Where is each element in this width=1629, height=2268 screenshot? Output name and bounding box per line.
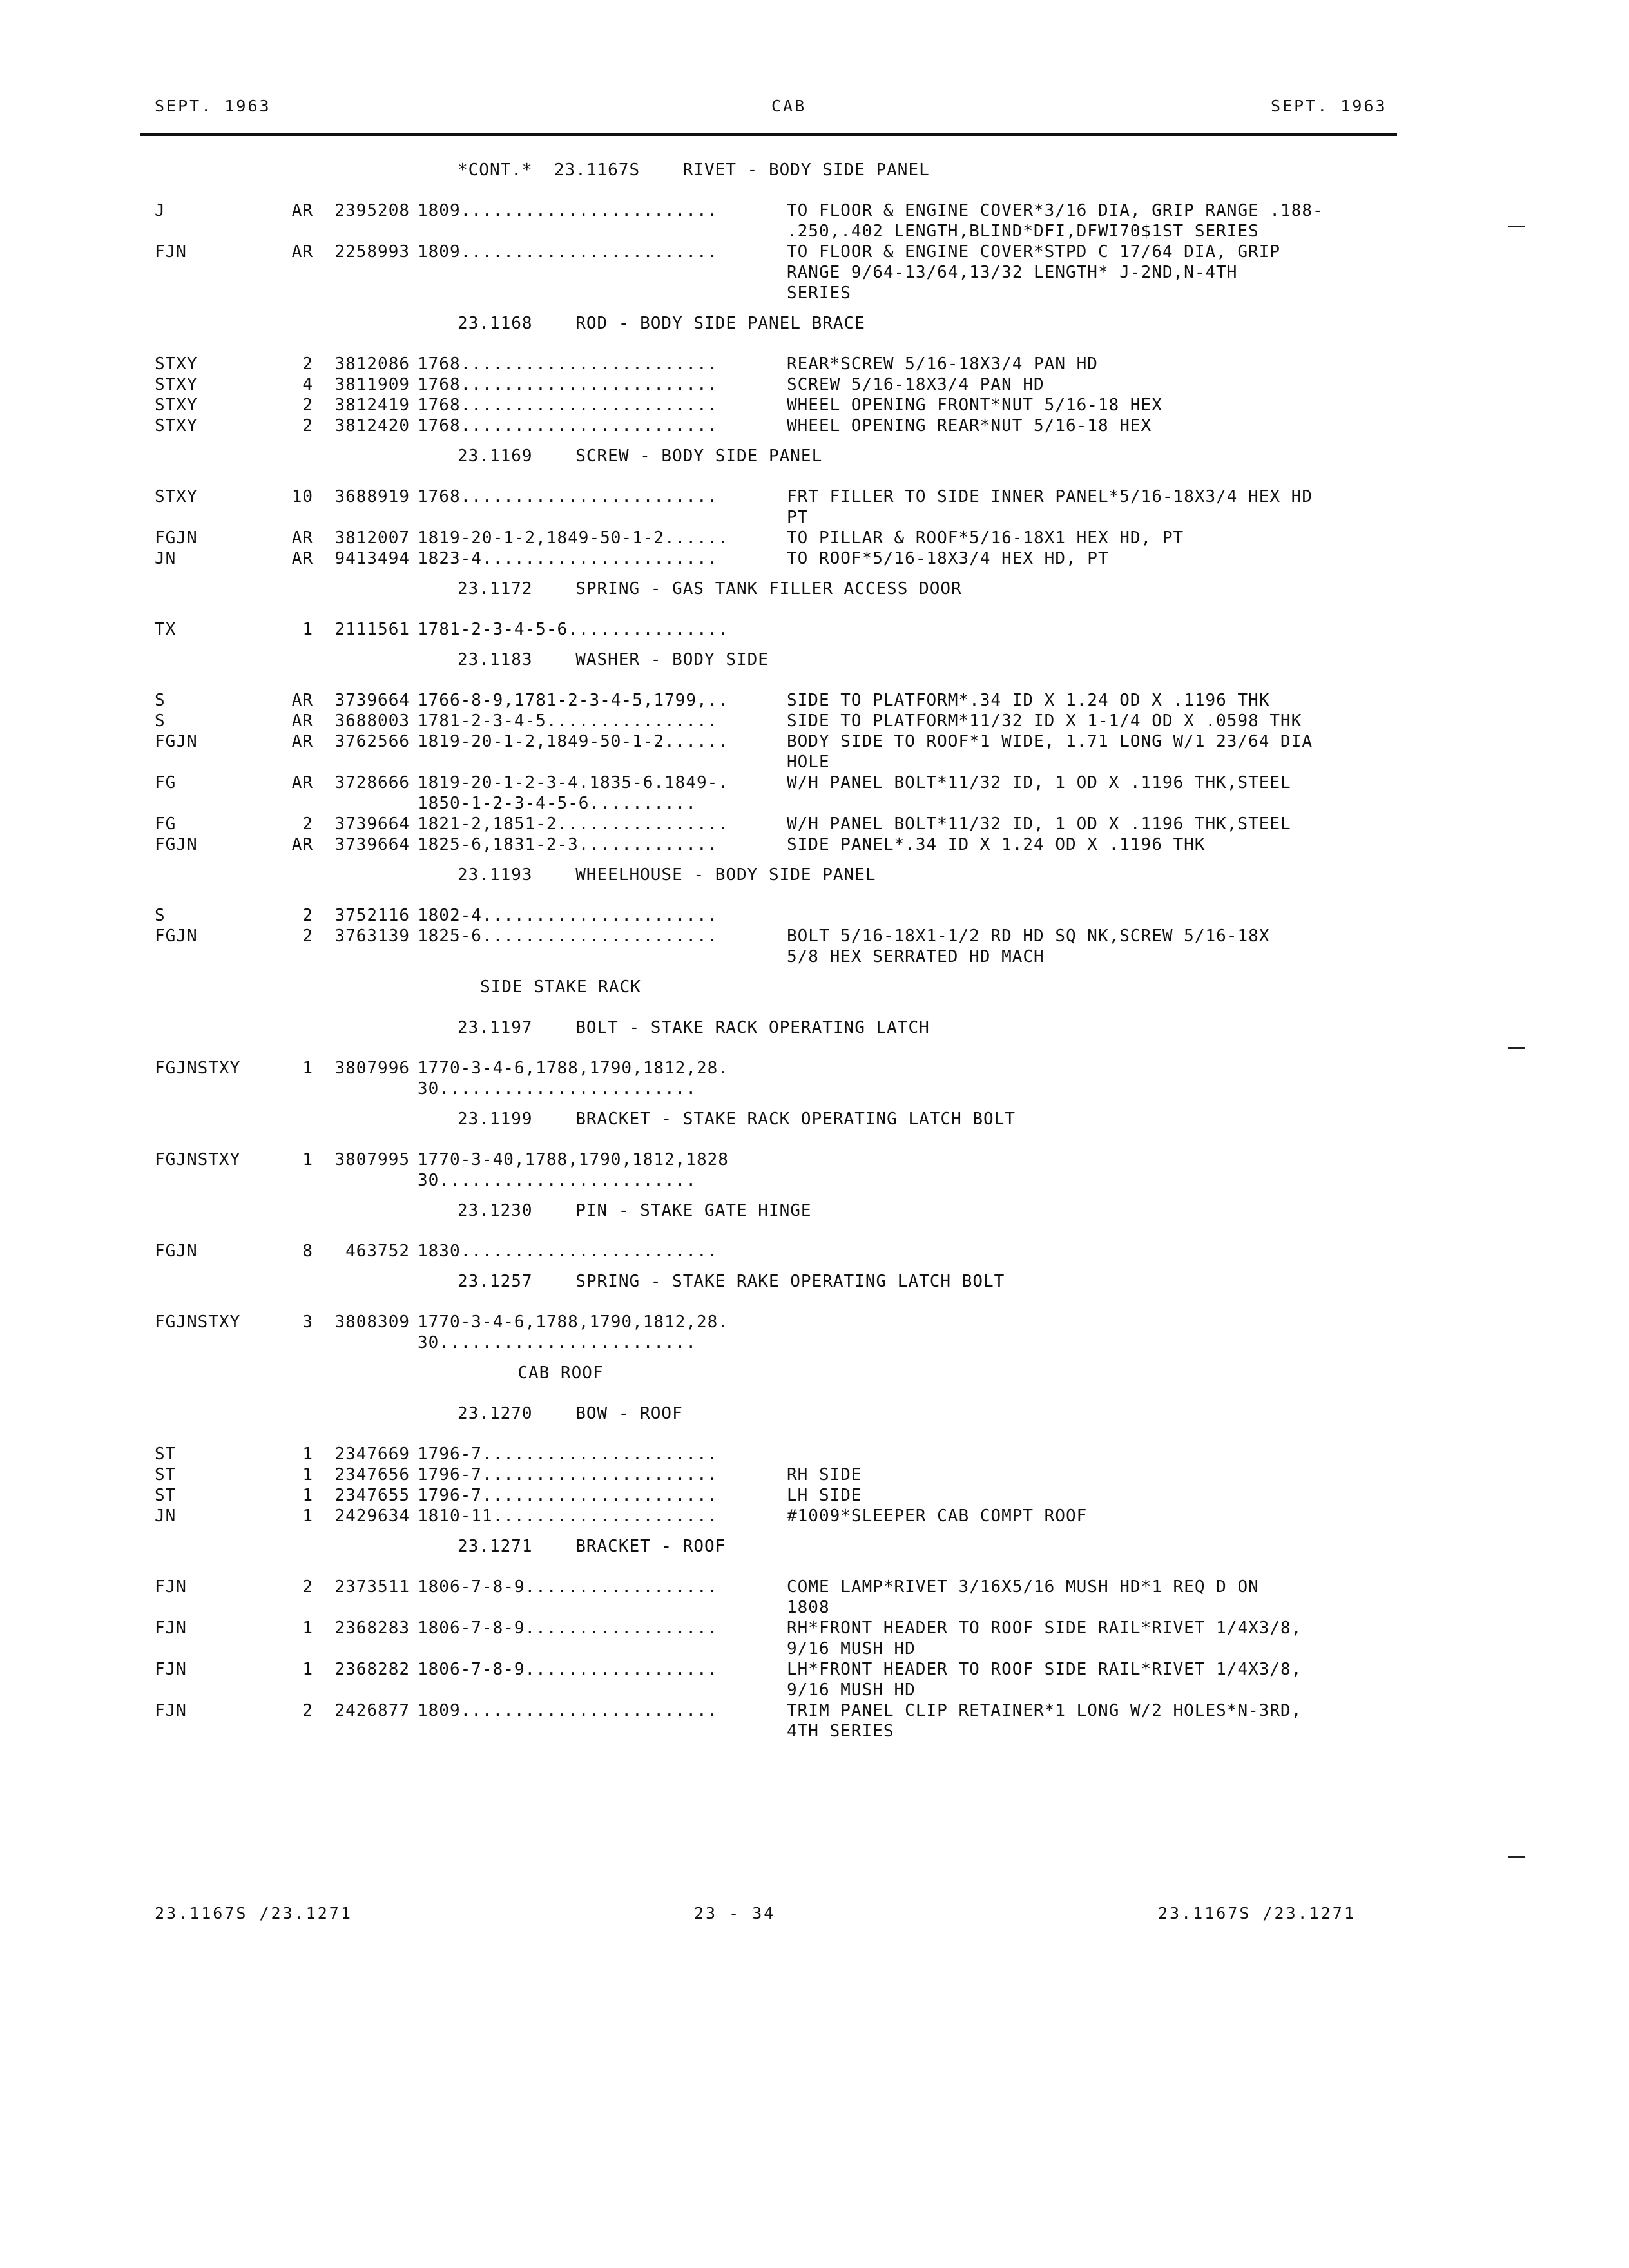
description [774, 1506, 1411, 1526]
applicability [410, 395, 774, 416]
header-rule [140, 133, 1397, 136]
description-line: LH SIDE [787, 1486, 862, 1505]
part-number: 3763139 [334, 927, 410, 946]
footer-range-left: 23.1167S /23.1271 [155, 1904, 352, 1923]
applicability-line: 1770-3-4-6,1788,1790,1812,28. [418, 1059, 729, 1078]
quantity: 1 [302, 1059, 313, 1078]
description [774, 528, 1411, 548]
model-codes: JN [155, 549, 177, 568]
description [774, 690, 1411, 711]
part-row [155, 834, 1411, 855]
part-row [155, 619, 1411, 640]
section-heading [458, 579, 1411, 599]
applicability [410, 1312, 774, 1353]
applicability-line: 30........................ [418, 1171, 697, 1190]
part-number: 2347656 [334, 1465, 410, 1485]
description-line: REAR*SCREW 5/16-18X3/4 PAN HD [787, 354, 1098, 374]
applicability-line: 1819-20-1-2,1849-50-1-2...... [418, 528, 729, 548]
footer-range-right: 23.1167S /23.1271 [1158, 1904, 1356, 1923]
section-title-text: ROD - BODY SIDE PANEL BRACE [575, 314, 865, 333]
applicability-line: 1781-2-3-4-5................ [418, 711, 718, 731]
description [774, 926, 1411, 967]
section-heading [458, 865, 1411, 885]
applicability [410, 1444, 774, 1465]
part-number: 3728666 [334, 773, 410, 793]
description [774, 1485, 1411, 1506]
applicability [410, 711, 774, 731]
section-code: 23.1168 [458, 314, 533, 333]
applicability-line: 1768........................ [418, 416, 718, 436]
part-number: 2426877 [334, 1701, 410, 1720]
model-codes: FJN [155, 1577, 187, 1597]
part-row [155, 486, 1411, 528]
applicability-line: 1768........................ [418, 375, 718, 394]
quantity: AR [291, 773, 313, 793]
model-codes: FGJNSTXY [155, 1150, 241, 1169]
model-codes: FJN [155, 242, 187, 262]
part-row [155, 1149, 1411, 1191]
description-line: 9/16 MUSH HD [787, 1680, 916, 1700]
description-line: TO FLOOR & ENGINE COVER*3/16 DIA, GRIP RANGE .188- [787, 201, 1324, 220]
applicability [410, 834, 774, 855]
section-title-text: SCREW - BODY SIDE PANEL [575, 447, 823, 466]
description-line: WHEEL OPENING FRONT*NUT 5/16-18 HEX [787, 396, 1162, 415]
description-line: TO FLOOR & ENGINE COVER*STPD C 17/64 DIA, GRIP [787, 242, 1281, 262]
section-heading [458, 1017, 1411, 1038]
quantity: AR [291, 528, 313, 548]
quantity: 1 [302, 1506, 313, 1526]
quantity: 2 [302, 416, 313, 436]
description-line: SIDE PANEL*.34 ID X 1.24 OD X .1196 THK [787, 835, 1206, 854]
part-number: 3812086 [334, 354, 410, 374]
applicability-line: 1806-7-8-9.................. [418, 1577, 718, 1597]
section-code: *CONT.* 23.1167S [458, 160, 641, 180]
model-codes: ST [155, 1486, 177, 1505]
description-line: .250,.402 LENGTH,BLIND*DFI,DFWI70$1ST SERIES [787, 222, 1259, 241]
part-row [155, 1241, 1411, 1262]
part-row [155, 1312, 1411, 1353]
part-number: 3688919 [334, 487, 410, 506]
description-line: FRT FILLER TO SIDE INNER PANEL*5/16-18X3/4 HEX HD [787, 487, 1313, 506]
description [774, 1241, 1411, 1262]
section-heading [458, 1403, 1411, 1424]
applicability [410, 690, 774, 711]
model-codes: STXY [155, 487, 198, 506]
part-number: 2368282 [334, 1660, 410, 1679]
applicability-line: 1806-7-8-9.................. [418, 1619, 718, 1638]
section-code: 23.1257 [458, 1272, 533, 1291]
part-row [155, 690, 1411, 711]
section-heading [458, 649, 1411, 670]
applicability [410, 1506, 774, 1526]
applicability [410, 548, 774, 569]
section-heading [458, 446, 1411, 466]
section-heading [458, 1200, 1411, 1221]
model-codes: FG [155, 773, 177, 793]
part-row [155, 1058, 1411, 1099]
description-line: RANGE 9/64-13/64,13/32 LENGTH* J-2ND,N-4TH [787, 263, 1238, 282]
section-heading [458, 160, 1411, 180]
quantity: 2 [302, 927, 313, 946]
description [774, 1058, 1411, 1099]
description [774, 1577, 1411, 1618]
description [774, 814, 1411, 834]
description [774, 242, 1411, 303]
model-codes: FGJN [155, 528, 198, 548]
applicability-line: 1768........................ [418, 354, 718, 374]
quantity: 1 [302, 1660, 313, 1679]
part-row [155, 773, 1411, 814]
applicability-line: 1806-7-8-9.................. [418, 1660, 718, 1679]
description [774, 1700, 1411, 1742]
description [774, 773, 1411, 814]
part-number: 2347669 [334, 1445, 410, 1464]
model-codes: FJN [155, 1701, 187, 1720]
footer-page-number: 23 - 34 [694, 1904, 776, 1923]
margin-mark [1508, 226, 1525, 227]
model-codes: JN [155, 1506, 177, 1526]
quantity: AR [291, 242, 313, 262]
section-code: 23.1199 [458, 1110, 533, 1129]
part-row [155, 1700, 1411, 1742]
quantity: 2 [302, 354, 313, 374]
part-row [155, 1465, 1411, 1485]
model-codes: FG [155, 814, 177, 834]
applicability-line: 1825-6...................... [418, 927, 718, 946]
description [774, 200, 1411, 242]
part-row [155, 905, 1411, 926]
description [774, 1444, 1411, 1465]
section-code: 23.1193 [458, 865, 533, 885]
applicability [410, 814, 774, 834]
section-title-text: WHEELHOUSE - BODY SIDE PANEL [575, 865, 876, 885]
description [774, 416, 1411, 436]
description [774, 395, 1411, 416]
part-row [155, 1485, 1411, 1506]
quantity: 1 [302, 1445, 313, 1464]
section-code: 23.1169 [458, 447, 533, 466]
applicability-line: 1781-2-3-4-5-6............... [418, 620, 729, 639]
part-row [155, 548, 1411, 569]
part-number: 3812007 [334, 528, 410, 548]
part-number: 2429634 [334, 1506, 410, 1526]
applicability [410, 1659, 774, 1700]
applicability-line: 30........................ [418, 1079, 697, 1099]
header-date-right: SEPT. 1963 [1271, 97, 1387, 115]
applicability-line: 1809........................ [418, 242, 718, 262]
model-codes: S [155, 691, 166, 710]
section-heading [458, 1109, 1411, 1129]
applicability-line: 1770-3-40,1788,1790,1812,1828 [418, 1150, 729, 1169]
model-codes: TX [155, 620, 177, 639]
part-row [155, 1618, 1411, 1659]
description-line: TRIM PANEL CLIP RETAINER*1 LONG W/2 HOLES*N-3RD, [787, 1701, 1302, 1720]
applicability-line: 1768........................ [418, 396, 718, 415]
model-codes: S [155, 711, 166, 731]
model-codes: STXY [155, 354, 198, 374]
part-number: 3812419 [334, 396, 410, 415]
model-codes: FGJN [155, 835, 198, 854]
quantity: 1 [302, 620, 313, 639]
applicability-line: 1821-2,1851-2................ [418, 814, 729, 834]
quantity: 1 [302, 1150, 313, 1169]
margin-mark [1508, 1856, 1525, 1858]
description [774, 1465, 1411, 1485]
applicability-line: 1796-7...................... [418, 1486, 718, 1505]
model-codes: FGJNSTXY [155, 1312, 241, 1332]
applicability [410, 1149, 774, 1191]
part-number: 3688003 [334, 711, 410, 731]
description-line: BOLT 5/16-18X1-1/2 RD HD SQ NK,SCREW 5/16-18X [787, 927, 1270, 946]
section-code: 23.1197 [458, 1018, 533, 1037]
section-title-text: WASHER - BODY SIDE [575, 650, 769, 669]
applicability-line: 30........................ [418, 1333, 697, 1352]
section-heading [458, 1271, 1411, 1292]
quantity: 1 [302, 1465, 313, 1485]
applicability [410, 354, 774, 374]
description-line: BODY SIDE TO ROOF*1 WIDE, 1.71 LONG W/1 23/64 DIA [787, 732, 1313, 751]
description-line: TO PILLAR & ROOF*5/16-18X1 HEX HD, PT [787, 528, 1184, 548]
description-line: SCREW 5/16-18X3/4 PAN HD [787, 375, 1045, 394]
applicability-line: 1830........................ [418, 1242, 718, 1261]
quantity: 8 [302, 1242, 313, 1261]
applicability-line: 1796-7...................... [418, 1445, 718, 1464]
section-code: 23.1183 [458, 650, 533, 669]
group-heading: CAB ROOF [517, 1363, 604, 1383]
quantity: AR [291, 835, 313, 854]
part-row [155, 1506, 1411, 1526]
quantity: AR [291, 549, 313, 568]
applicability [410, 200, 774, 242]
part-number: 2373511 [334, 1577, 410, 1597]
section-title-text: BRACKET - ROOF [575, 1537, 726, 1556]
description-line: WHEEL OPENING REAR*NUT 5/16-18 HEX [787, 416, 1152, 436]
part-row [155, 1444, 1411, 1465]
part-row [155, 528, 1411, 548]
section-code: 23.1230 [458, 1201, 533, 1220]
header-date-left: SEPT. 1963 [155, 97, 271, 115]
quantity: AR [291, 201, 313, 220]
section-code: 23.1271 [458, 1537, 533, 1556]
description-line: W/H PANEL BOLT*11/32 ID, 1 OD X .1196 THK,STEEL [787, 773, 1291, 793]
description [774, 1312, 1411, 1353]
applicability-line: 1823-4...................... [418, 549, 718, 568]
applicability-line: 1802-4...................... [418, 906, 718, 925]
applicability-line: 1809........................ [418, 1701, 718, 1720]
section-title-text: BOLT - STAKE RACK OPERATING LATCH [575, 1018, 930, 1037]
parts-listing [155, 160, 1411, 1742]
quantity: 2 [302, 396, 313, 415]
applicability [410, 528, 774, 548]
applicability-line: 1766-8-9,1781-2-3-4-5,1799,.. [418, 691, 729, 710]
section-title-text: BOW - ROOF [575, 1404, 683, 1423]
model-codes: FGJN [155, 927, 198, 946]
applicability [410, 374, 774, 395]
quantity: 3 [302, 1312, 313, 1332]
part-number: 2111561 [334, 620, 410, 639]
applicability [410, 926, 774, 967]
model-codes: FGJN [155, 732, 198, 751]
description [774, 1149, 1411, 1191]
part-number: 2395208 [334, 201, 410, 220]
applicability [410, 416, 774, 436]
description [774, 711, 1411, 731]
applicability-line: 1810-11..................... [418, 1506, 718, 1526]
description-line: HOLE [787, 753, 830, 772]
description [774, 619, 1411, 640]
model-codes: S [155, 906, 166, 925]
section-title-text: SPRING - GAS TANK FILLER ACCESS DOOR [575, 579, 962, 599]
description-line: #1009*SLEEPER CAB COMPT ROOF [787, 1506, 1088, 1526]
part-number: 2368283 [334, 1619, 410, 1638]
quantity: 2 [302, 906, 313, 925]
applicability [410, 1241, 774, 1262]
applicability-line: 1809........................ [418, 201, 718, 220]
applicability [410, 905, 774, 926]
part-number: 3762566 [334, 732, 410, 751]
part-row [155, 731, 1411, 773]
description [774, 374, 1411, 395]
model-codes: FJN [155, 1619, 187, 1638]
part-row [155, 1659, 1411, 1700]
description-line: 4TH SERIES [787, 1722, 894, 1741]
section-heading [458, 1536, 1411, 1557]
description [774, 1659, 1411, 1700]
model-codes: STXY [155, 416, 198, 436]
part-number: 2258993 [334, 242, 410, 262]
part-row [155, 200, 1411, 242]
applicability-line: 1796-7...................... [418, 1465, 718, 1485]
description-line: W/H PANEL BOLT*11/32 ID, 1 OD X .1196 THK,STEEL [787, 814, 1291, 834]
description [774, 905, 1411, 926]
applicability [410, 242, 774, 303]
description [774, 486, 1411, 528]
part-row [155, 711, 1411, 731]
part-number: 9413494 [334, 549, 410, 568]
part-number: 463752 [345, 1242, 410, 1261]
quantity: AR [291, 691, 313, 710]
quantity: 1 [302, 1619, 313, 1638]
model-codes: FJN [155, 1660, 187, 1679]
applicability-line: 1770-3-4-6,1788,1790,1812,28. [418, 1312, 729, 1332]
description [774, 354, 1411, 374]
applicability-line: 1819-20-1-2-3-4.1835-6.1849-. [418, 773, 729, 793]
section-code: 23.1270 [458, 1404, 533, 1423]
model-codes: ST [155, 1445, 177, 1464]
part-row [155, 395, 1411, 416]
model-codes: FGJNSTXY [155, 1059, 241, 1078]
quantity: 4 [302, 375, 313, 394]
part-number: 3811909 [334, 375, 410, 394]
applicability [410, 1465, 774, 1485]
part-row [155, 926, 1411, 967]
quantity: 1 [302, 1486, 313, 1505]
part-number: 3739664 [334, 691, 410, 710]
applicability-line: 1850-1-2-3-4-5-6.......... [418, 794, 697, 813]
applicability-line: 1819-20-1-2,1849-50-1-2...... [418, 732, 729, 751]
description-line: TO ROOF*5/16-18X3/4 HEX HD, PT [787, 549, 1109, 568]
group-heading: SIDE STAKE RACK [480, 977, 641, 997]
applicability-line: 1768........................ [418, 487, 718, 506]
quantity: 2 [302, 814, 313, 834]
description [774, 1618, 1411, 1659]
part-row [155, 242, 1411, 303]
part-row [155, 1577, 1411, 1618]
section-heading [458, 313, 1411, 334]
description-line: SIDE TO PLATFORM*.34 ID X 1.24 OD X .1196 THK [787, 691, 1270, 710]
description-line: PT [787, 508, 809, 527]
part-number: 3739664 [334, 814, 410, 834]
applicability-line: 1825-6,1831-2-3............. [418, 835, 718, 854]
part-number: 3812420 [334, 416, 410, 436]
description-line: RH SIDE [787, 1465, 862, 1485]
description-line: RH*FRONT HEADER TO ROOF SIDE RAIL*RIVET 1/4X3/8, [787, 1619, 1302, 1638]
section-title-text: SPRING - STAKE RAKE OPERATING LATCH BOLT [575, 1272, 1005, 1291]
model-codes: ST [155, 1465, 177, 1485]
part-number: 3739664 [334, 835, 410, 854]
part-number: 2347655 [334, 1486, 410, 1505]
part-number: 3807996 [334, 1059, 410, 1078]
model-codes: STXY [155, 375, 198, 394]
section-code: 23.1172 [458, 579, 533, 599]
quantity: 2 [302, 1577, 313, 1597]
description [774, 731, 1411, 773]
description-line: SIDE TO PLATFORM*11/32 ID X 1-1/4 OD X .0598 THK [787, 711, 1302, 731]
description-line: 1808 [787, 1598, 830, 1617]
description-line: SERIES [787, 284, 851, 303]
model-codes: FGJN [155, 1242, 198, 1261]
applicability [410, 619, 774, 640]
part-number: 3752116 [334, 906, 410, 925]
header-section-title: CAB [771, 97, 807, 115]
model-codes: STXY [155, 396, 198, 415]
description-line: 5/8 HEX SERRATED HD MACH [787, 947, 1045, 966]
part-row [155, 374, 1411, 395]
section-title-text: RIVET - BODY SIDE PANEL [682, 160, 930, 180]
description-line: LH*FRONT HEADER TO ROOF SIDE RAIL*RIVET 1/4X3/8, [787, 1660, 1302, 1679]
description [774, 548, 1411, 569]
margin-mark [1508, 1047, 1525, 1049]
model-codes: J [155, 201, 166, 220]
quantity: 10 [291, 487, 313, 506]
description-line: 9/16 MUSH HD [787, 1639, 916, 1658]
section-title-text: BRACKET - STAKE RACK OPERATING LATCH BOLT [575, 1110, 1016, 1129]
quantity: AR [291, 711, 313, 731]
part-row [155, 354, 1411, 374]
applicability [410, 773, 774, 814]
quantity: AR [291, 732, 313, 751]
applicability [410, 1700, 774, 1742]
applicability [410, 1577, 774, 1618]
applicability [410, 1618, 774, 1659]
part-number: 3807995 [334, 1150, 410, 1169]
applicability [410, 1058, 774, 1099]
part-number: 3808309 [334, 1312, 410, 1332]
section-title-text: PIN - STAKE GATE HINGE [575, 1201, 812, 1220]
applicability [410, 731, 774, 773]
part-row [155, 416, 1411, 436]
part-row [155, 814, 1411, 834]
applicability [410, 486, 774, 528]
description-line: COME LAMP*RIVET 3/16X5/16 MUSH HD*1 REQ D ON [787, 1577, 1259, 1597]
applicability [410, 1485, 774, 1506]
description [774, 834, 1411, 855]
quantity: 2 [302, 1701, 313, 1720]
